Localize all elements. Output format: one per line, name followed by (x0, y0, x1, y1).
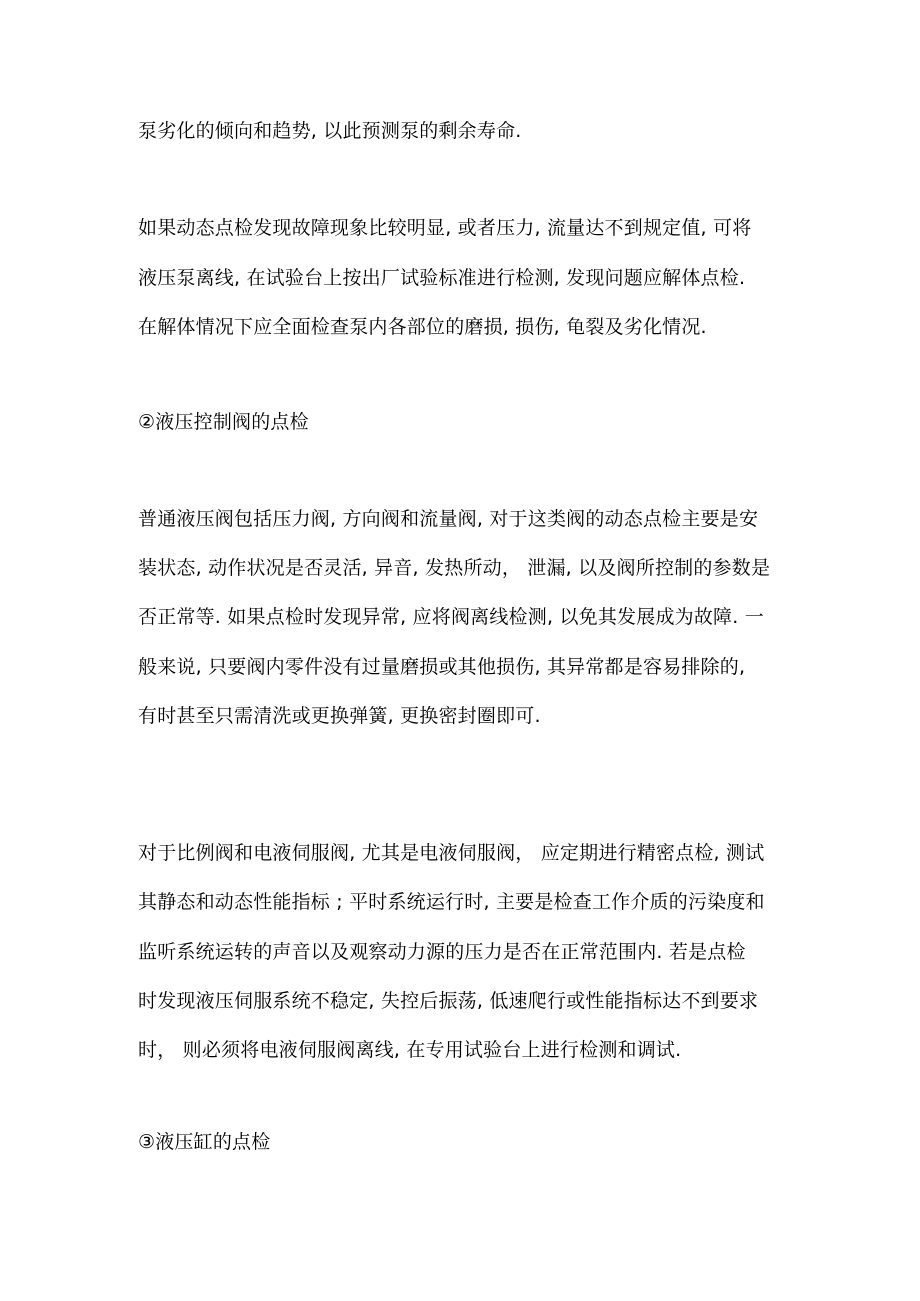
paragraph-5-line-4: 时发现液压伺服系统不稳定, 失控后振荡, 低速爬行或性能指标达不到要求 (138, 990, 759, 1012)
paragraph-5-line-2: 其静态和动态性能指标 ; 平时系统运行时, 主要是检查工作介质的污染度和 (138, 891, 765, 913)
paragraph-5-line-5: 时， 则必须将电液伺服阀离线, 在专用试验台上进行检测和调试. (138, 1039, 682, 1061)
section-heading-cylinder: ③液压缸的点检 (138, 1131, 271, 1153)
paragraph-4-line-1: 普通液压阀包括压力阀, 方向阀和流量阀, 对于这类阀的动态点检主要是安 (138, 508, 759, 530)
paragraph-2-line-3: 在解体情况下应全面检查泵内各部位的磨损, 损伤, 龟裂及劣化情况. (138, 316, 707, 338)
paragraph-4-line-4: 般来说, 只要阀内零件没有过量磨损或其他损伤, 其异常都是容易排除的, (138, 656, 746, 678)
paragraph-4-line-2: 装状态, 动作状况是否灵活, 异音, 发热所动， 泄漏, 以及阀所控制的参数是 (138, 557, 771, 579)
section-heading-valve: ②液压控制阀的点检 (138, 411, 309, 433)
paragraph-4-line-3: 否正常等. 如果点检时发现异常, 应将阀离线检测, 以免其发展成为故障. 一 (138, 606, 764, 628)
paragraph-5-line-3: 监听系统运转的声音以及观察动力源的压力是否在正常范围内. 若是点检 (138, 941, 746, 963)
paragraph-1-line-1: 泵劣化的倾向和趋势, 以此预测泵的剩余寿命. (138, 120, 522, 142)
paragraph-2-line-2: 液压泵离线, 在试验台上按出厂试验标准进行检测, 发现问题应解体点检. (138, 267, 746, 289)
paragraph-2-line-1: 如果动态点检发现故障现象比较明显, 或者压力, 流量达不到规定值, 可将 (138, 217, 752, 239)
paragraph-5-line-1: 对于比例阀和电液伺服阀, 尤其是电液伺服阀， 应定期进行精密点检, 测试 (138, 842, 765, 864)
paragraph-4-line-5: 有时甚至只需清洗或更换弹簧, 更换密封圈即可. (138, 705, 541, 727)
